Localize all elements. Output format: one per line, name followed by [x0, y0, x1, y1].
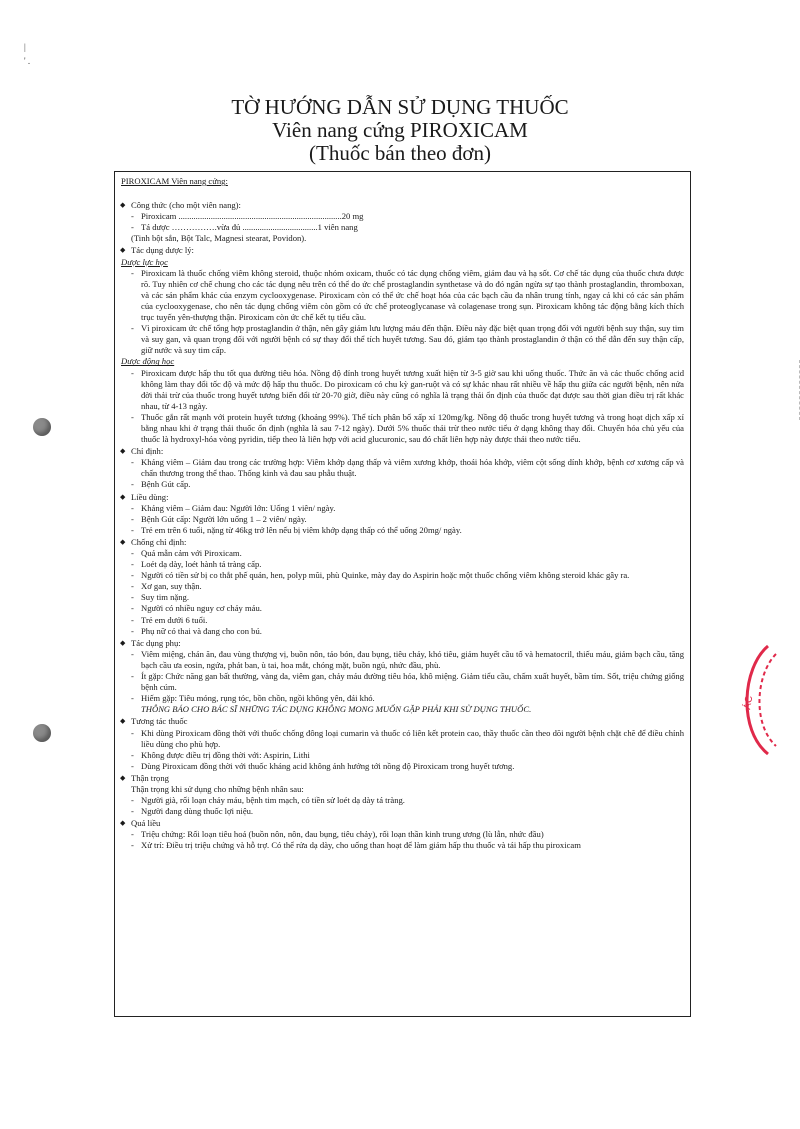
leaflet-box [114, 171, 691, 1017]
precaution-item: - Người đang dùng thuốc lợi niệu. [121, 806, 684, 817]
indication-item: - Kháng viêm – Giảm đau trong các trường hợp: Viêm khớp dạng thấp và viêm xương khớp, thoái hóa khớp, viêm cột sống dính khớp, bệnh cơ xương cấp và chấn thương trong thể thao. Thống kinh và đau sau phẫu thuật. [121, 457, 684, 479]
title-line-1: TỜ HƯỚNG DẪN SỬ DỤNG THUỐC [231, 95, 569, 119]
title-line-2: Viên nang cứng PIROXICAM [272, 118, 528, 142]
precautions-intro: Thận trọng khi sử dụng cho những bệnh nhân sau: [131, 783, 304, 794]
pd-subtitle: Dược lực học [121, 256, 168, 267]
corner-marks: | ' . [24, 42, 31, 66]
overdose-title: ◆ Quá liều [121, 818, 684, 829]
punch-hole [33, 418, 51, 436]
punch-hole [33, 724, 51, 742]
page-edge-mark [789, 360, 800, 420]
interaction-item: - Không được điều trị đồng thời với: Aspirin, Lithi [121, 750, 684, 761]
side-effect-item: - Ít gặp: Chức năng gan bất thường, vàng da, viêm gan, chảy máu đường tiêu hóa, khô miệng. Giảm tiểu cầu, chấm xuất huyết, bầm tím. Sốt, triệu chứng giống bệnh cúm. [121, 671, 684, 693]
contraindication-item: - Xơ gan, suy thận. [121, 581, 684, 592]
indications-title: ◆ Chỉ định: [121, 446, 684, 457]
overdose-item: - Triệu chứng: Rối loạn tiêu hoá (buồn nôn, nôn, đau bụng, tiêu chảy), rối loạn thần kinh trung ương (lù lẫn, nhức đầu) [121, 829, 684, 840]
side-effects-warning: THÔNG BÁO CHO BÁC SĨ NHỮNG TÁC DỤNG KHÔNG MONG MUỐN GẶP PHẢI KHI SỬ DỤNG THUỐC. [141, 704, 532, 715]
interaction-item: - Khi dùng Piroxicam đồng thời với thuốc chống đông loại cumarin và thuốc có liên kết protein cao, thầy thuốc cần theo dõi người bệnh chặt chẽ để điều chỉnh liều dùng cho phù hợp. [121, 728, 684, 750]
dosage-title: ◆ Liều dùng: [121, 492, 684, 503]
pd-item: - Vì piroxicam ức chế tổng hợp prostaglandin ở thận, nên gây giảm lưu lượng máu đến thận. Điều này đặc biệt quan trọng đối với người bệnh suy thận, suy tim và suy gan, và quan trọng đối với người bệnh có sự thay đổi thể tích huyết tương. Sau đó, giảm tạo thành prostaglandin ở thận có thể dẫn đến suy thận cấp, giữ nước và suy tim cấp. [121, 323, 684, 356]
indication-item: - Bệnh Gút cấp. [121, 479, 684, 490]
side-effects-title: ◆ Tác dụng phụ: [121, 638, 684, 649]
composition-active: - Piroxicam ............................................................................20 mg [121, 211, 684, 222]
contraindication-item: - Suy tim nặng. [121, 592, 684, 603]
pk-subtitle: Dược động học [121, 356, 175, 367]
contraindication-item: - Người có nhiều nguy cơ chảy máu. [121, 603, 684, 614]
svg-text:ÁC: ÁC [742, 694, 756, 711]
interaction-item: - Dùng Piroxicam đồng thời với thuốc kháng acid không ảnh hưởng tới nồng độ Piroxicam trong huyết tương. [121, 761, 684, 772]
overdose-item: - Xử trí: Điều trị triệu chứng và hỗ trợ. Có thể rửa dạ dày, cho uống than hoạt để làm giảm hấp thu thuốc và tái hấp thu piroxicam [121, 840, 684, 851]
contraindications-title: ◆ Chống chỉ định: [121, 537, 684, 548]
contraindication-item: - Quá mẫn cảm với Piroxicam. [121, 548, 684, 559]
box-header: PIROXICAM Viên nang cứng: [121, 176, 228, 186]
pk-item: - Thuốc gắn rất mạnh với protein huyết tương (khoảng 99%). Thể tích phân bố xấp xỉ 120mg/kg. Nồng độ thuốc trong huyết tương và trong hoạt dịch xấp xỉ bằng nhau khi ở trạng thái thuốc ổn định (nghĩa là sau 7-12 ngày). Dưới 5% thuốc thải trừ theo nước tiểu ở dạng không thay đổi. Chuyển hóa chủ yếu của thuốc là hydroxyl-hóa vòng pyridin, tiếp theo là liên hợp với acid glucuronic, sau đó chất liên hợp này được thải theo nước tiểu. [121, 412, 684, 445]
pk-item: - Piroxicam được hấp thu tốt qua đường tiêu hóa. Nồng độ đỉnh trong huyết tương xuất hiện từ 3-5 giờ sau khi uống thuốc. Thức ăn và các thuốc chống acid không làm thay đổi tốc độ và mức độ hấp thu thuốc. Do piroxicam có chu kỳ gan-ruột và có sự khác nhau rất nhiều về hấp thu giữa các người bệnh, nên nửa đời thải trừ của thuốc trong huyết tương biến đổi từ 20-70 giờ, điều này cũng có nghĩa là trạng thái ổn định của thuốc đạt được sau thời gian điều trị rất khác nhau, từ 4-13 ngày. [121, 368, 684, 412]
contraindication-item: - Loét dạ dày, loét hành tá tràng cấp. [121, 559, 684, 570]
dosage-item: - Kháng viêm – Giảm đau: Người lớn: Uống 1 viên/ ngày. [121, 503, 684, 514]
composition-title: ◆ Công thức (cho một viên nang): [121, 200, 684, 211]
title-line-3: (Thuốc bán theo đơn) [309, 141, 491, 165]
pharmacology-title: ◆ Tác dụng dược lý: [121, 245, 684, 256]
contraindication-item: - Trẻ em dưới 6 tuổi. [121, 615, 684, 626]
precautions-title: ◆ Thận trọng [121, 773, 684, 784]
interactions-title: ◆ Tương tác thuốc [121, 716, 684, 727]
composition-excipient: - Tá dược …………….vừa đủ ...................................1 viên nang [121, 222, 684, 233]
red-stamp-seal [728, 640, 798, 760]
precaution-item: - Người già, rối loạn chảy máu, bệnh tim mạch, có tiền sử loét dạ dày tá tràng. [121, 795, 684, 806]
side-effect-item: - Viêm miệng, chán ăn, đau vùng thượng vị, buồn nôn, táo bón, đau bụng, tiêu chảy, khó tiêu, giảm huyết cầu tố và hematocril, thiếu máu, giảm bạch cầu, tăng bạch cầu ưa eosin, ngứa, phát ban, ù tai, hoa mắt, chóng mặt, buồn ngủ, nhức đầu, phù. [121, 649, 684, 671]
dosage-item: - Bệnh Gút cấp: Người lớn uống 1 – 2 viên/ ngày. [121, 514, 684, 525]
contraindication-item: - Người có tiền sử bị co thắt phế quản, hen, polyp mũi, phù Quinke, mày đay do Aspirin hoặc một thuốc chống viêm không steroid khác gây ra. [121, 570, 684, 581]
pd-item: - Piroxicam là thuốc chống viêm không steroid, thuộc nhóm oxicam, thuốc có tác dụng chống viêm, giảm đau và hạ sốt. Cơ chế tác dụng của thuốc chưa được rõ. Tuy nhiên cơ chế chung cho các tác dụng nêu trên có thể do ức chế prostaglandin synthetase và do đó ngăn ngừa sự tạo thành prostaglandin, thromboxan, và các sản phẩm khác của enzym cyclooxygenase. Piroxicam còn có thể ức chế hoạt hóa của các bạch cầu đa nhân trung tính, ngay cả khi có các sản phẩm của cyclooxygenase, cho nên tác dụng chống viêm còn gồm có ức chế proteoglycanase và colagenase trong sụn. Piroxicam không tác động bằng kích thích trục tuyến yên-thượng thận. Piroxicam còn ức chế kết tụ tiểu cầu. [121, 268, 684, 323]
dosage-item: - Trẻ em trên 6 tuổi, nặng từ 46kg trở lên nếu bị viêm khớp dạng thấp có thể uống 20mg/ ngày. [121, 525, 684, 536]
side-effect-item: - Hiếm gặp: Tiêu móng, rụng tóc, bồn chồn, ngồi không yên, đái khó. [121, 693, 684, 704]
document-title [0, 96, 800, 165]
contraindication-item: - Phụ nữ có thai và đang cho con bú. [121, 626, 684, 637]
composition-note: (Tinh bột sắn, Bột Talc, Magnesi stearat, Povidon). [131, 233, 307, 244]
